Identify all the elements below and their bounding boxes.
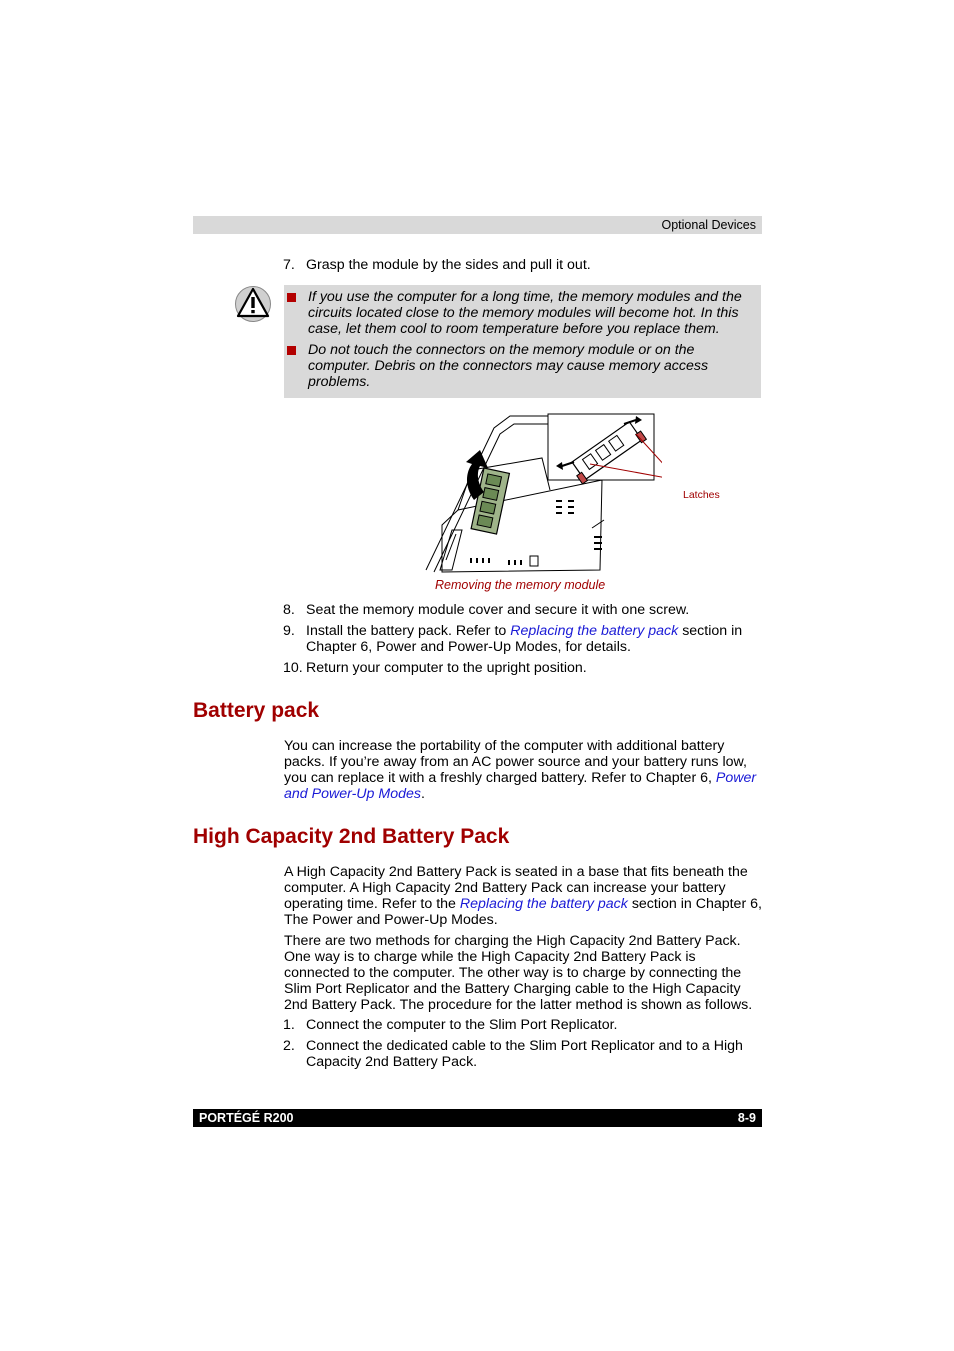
footer-product-name: PORTÉGÉ R200 — [199, 1111, 294, 1125]
hc-step-2: 2. Connect the dedicated cable to the Slim Port Replicator and to a High Capacity 2nd Battery Pack. — [283, 1038, 743, 1070]
running-header — [193, 216, 762, 234]
link-replacing-battery-pack[interactable]: Replacing the battery pack — [510, 623, 679, 639]
section-heading-battery-pack: Battery pack — [193, 699, 320, 722]
caution-box — [284, 285, 761, 398]
link-power-modes[interactable]: Power and Power-Up Modes — [284, 770, 757, 802]
memory-module-illustration — [422, 410, 662, 580]
footer-page-number: 8-9 — [737, 1111, 756, 1125]
high-capacity-paragraph-2: There are two methods for charging the High Capacity 2nd Battery Pack. One way is to charge while the High Capacity 2nd Battery Pack is connected to the computer. The other way is to charge by connecting the Slim Port Replicator and the Battery Charging cable to the High Capacity 2nd Battery Pack. The procedure for the latter method is shown as follows. — [284, 933, 753, 1013]
running-footer — [193, 1109, 762, 1127]
section-heading-high-capacity: High Capacity 2nd Battery Pack — [193, 825, 510, 848]
high-capacity-paragraph-1: A High Capacity 2nd Battery Pack is seated in a base that fits beneath the computer. A High Capacity 2nd Battery Pack can increase your battery operating time. Refer to the Replacing the battery pack section in Chapter 6, The Power and Power-Up Modes. — [284, 864, 762, 928]
caution-triangle-icon — [234, 285, 272, 323]
step-number: 7. — [283, 257, 295, 273]
figure-caption: Removing the memory module — [435, 578, 606, 592]
bullet-square-icon — [287, 293, 296, 302]
step-8: 8. Seat the memory module cover and secure it with one screw. — [283, 602, 690, 618]
step-text: Grasp the module by the sides and pull it out. — [306, 257, 591, 273]
caution-item: If you use the computer for a long time, the memory modules and the circuits located close to the memory modules will become hot. In this case, let them cool to room temperature before you replace them. — [284, 289, 754, 337]
hc-step-1: 1. Connect the computer to the Slim Port Replicator. — [283, 1017, 618, 1033]
step-7 — [283, 257, 763, 273]
bullet-square-icon — [287, 346, 296, 355]
step-10: 10. Return your computer to the upright position. — [283, 660, 587, 676]
figure-callout-latches: Latches — [683, 489, 720, 501]
battery-pack-paragraph: You can increase the portability of the computer with additional battery packs. If you’re away from an AC power source and your battery runs low, you can replace it with a freshly charged battery. Refer to Chapter 6, Power and Power-Up Modes. — [284, 738, 757, 802]
header-section-title: Optional Devices — [661, 218, 756, 232]
link-replacing-battery-pack[interactable]: Replacing the battery pack — [459, 896, 628, 912]
caution-item: Do not touch the connectors on the memory module or on the computer. Debris on the connectors may cause memory access problems. — [284, 342, 754, 390]
step-9: 9. Install the battery pack. Refer to Replacing the battery pack section in Chapter 6, Power and Power-Up Modes, for details. — [283, 623, 743, 655]
